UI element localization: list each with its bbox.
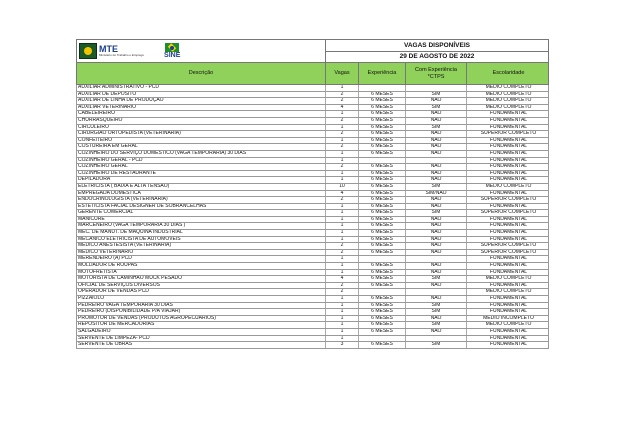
cell-education: FUNDAMENTAL <box>466 336 550 342</box>
sine-logo-text: SINE <box>164 52 181 59</box>
cell-ctps: NÃO <box>405 243 466 249</box>
cell-experience: 6 MESES <box>358 92 405 98</box>
table-row <box>76 158 549 165</box>
table-row <box>76 316 549 323</box>
table-row <box>76 237 549 244</box>
cell-experience: 6 MESES <box>358 342 405 348</box>
cell-vacancies: 1 <box>325 85 358 91</box>
cell-ctps: SIM <box>405 92 466 98</box>
cell-vacancies: 1 <box>325 217 358 223</box>
cell-ctps: NÃO <box>405 263 466 269</box>
cell-education: FUNDAMENTAL <box>466 296 550 302</box>
cell-description: MANICURE <box>78 216 105 222</box>
table-row <box>76 243 549 250</box>
table-row <box>76 138 549 145</box>
cell-experience <box>358 85 405 91</box>
cell-education: FUNDAMENTAL <box>466 111 550 117</box>
cell-education: MÉDIO INCOMPLETO <box>466 316 550 322</box>
cell-description: MERENDEIRO (A) PCD <box>78 256 132 262</box>
cell-vacancies: 1 <box>325 158 358 164</box>
cell-ctps: SIM <box>405 303 466 309</box>
cell-vacancies: 2 <box>325 250 358 256</box>
cell-education: FUNDAMENTAL <box>466 138 550 144</box>
cell-vacancies: 2 <box>325 243 358 249</box>
cell-education: FUNDAMENTAL <box>466 204 550 210</box>
table-row <box>76 329 549 336</box>
cell-vacancies: 1 <box>325 303 358 309</box>
cell-description: SERVENTE DE LIMPEZA- PCD <box>78 335 150 341</box>
cell-experience: 6 MESES <box>358 151 405 157</box>
cell-description: PROMOTOR DE VENDAS (PRODUTOS AGROPECUÁRIOS) <box>78 315 216 321</box>
cell-experience <box>358 336 405 342</box>
table-header <box>76 62 549 85</box>
table-row <box>76 125 549 132</box>
cell-experience <box>358 256 405 262</box>
page-title: VAGAS DISPONÍVEIS <box>326 40 548 52</box>
cell-experience: 6 MESES <box>358 177 405 183</box>
cell-description: DEPILADORA <box>78 177 111 183</box>
table-row <box>76 309 549 316</box>
cell-description: ENDOCRINOLOGISTA (VETERINÁRIA) <box>78 197 168 203</box>
cell-education: MÉDIO COMPLETO <box>466 85 550 91</box>
cell-education: FUNDAMENTAL <box>466 283 550 289</box>
cell-description: PEDREIRO (DISPONIBILIDADE P/A VIAJAR) <box>78 309 181 315</box>
cell-description: AUXILIAR ADMINISTRATIVO - PCD <box>78 85 160 90</box>
cell-vacancies: 1 <box>325 111 358 117</box>
cell-vacancies: 2 <box>325 164 358 170</box>
cell-experience: 6 MESES <box>358 316 405 322</box>
cell-description: MARCENEIRO (VAGA TEMPORÁRIA 30 DIAS ) <box>78 223 186 229</box>
cell-ctps: SIM/NÃO <box>405 191 466 197</box>
cell-ctps: NÃO <box>405 151 466 157</box>
cell-description: EMPREGADA DOMÉSTICA <box>78 190 141 196</box>
cell-experience: 6 MESES <box>358 223 405 229</box>
cell-ctps: NÃO <box>405 118 466 124</box>
sine-logo <box>164 43 180 59</box>
cell-description: COZINHEIRO GERAL <box>78 164 128 170</box>
cell-experience: 6 MESES <box>358 105 405 111</box>
cell-vacancies: 2 <box>325 92 358 98</box>
cell-vacancies: 4 <box>325 105 358 111</box>
table-row <box>76 296 549 303</box>
cell-description: MOTORISTA DE CAMINHÃO MUCK PESADO <box>78 276 182 282</box>
cell-education: MÉDIO COMPLETO <box>466 92 550 98</box>
cell-education: MÉDIO COMPLETO <box>466 105 550 111</box>
table-row <box>76 283 549 290</box>
cell-experience <box>358 289 405 295</box>
cell-vacancies: 2 <box>325 197 358 203</box>
cell-experience: 6 MESES <box>358 171 405 177</box>
cell-ctps: NÃO <box>405 131 466 137</box>
cell-ctps: NÃO <box>405 237 466 243</box>
cell-education: SUPERIOR COMPLETO <box>466 250 550 256</box>
cell-experience: 6 MESES <box>358 230 405 236</box>
cell-description: ESTETICISTA FACIAL DESIGNER DE SOBRANCELHAS <box>78 203 207 209</box>
cell-experience: 6 MESES <box>358 250 405 256</box>
cell-description: MEC. DE MANUT. DE MÁQUINA INDUSTRIAL <box>78 230 183 236</box>
table-row <box>76 184 549 191</box>
cell-vacancies: 1 <box>325 296 358 302</box>
cell-education: FUNDAMENTAL <box>466 177 550 183</box>
cell-ctps: NÃO <box>405 283 466 289</box>
cell-experience: 6 MESES <box>358 184 405 190</box>
cell-description: CIRCULEIRO <box>78 124 109 130</box>
cell-education: MÉDIO COMPLETO <box>466 276 550 282</box>
cell-vacancies: 3 <box>325 342 358 348</box>
cell-description: MOTOFRETISTA <box>78 269 117 275</box>
table-row <box>76 322 549 329</box>
column-header-ctps: Com Experiência *CTPS <box>405 63 466 84</box>
cell-ctps: SIM <box>405 276 466 282</box>
cell-vacancies: 2 <box>325 289 358 295</box>
cell-description: OFICIAL DE SERVIÇOS DIVERSOS <box>78 282 160 288</box>
cell-experience: 6 MESES <box>358 138 405 144</box>
cell-education: MÉDIO COMPLETO <box>466 322 550 328</box>
cell-education: FUNDAMENTAL <box>466 230 550 236</box>
cell-description: MÉDICO ANESTESISTA (VETERINÁRIA) <box>78 243 171 249</box>
cell-experience <box>358 158 405 164</box>
cell-experience: 6 MESES <box>358 204 405 210</box>
cell-education: FUNDAMENTAL <box>466 171 550 177</box>
cell-ctps: NÃO <box>405 204 466 210</box>
cell-education: SUPERIOR COMPLETO <box>466 131 550 137</box>
cell-ctps: SIM <box>405 342 466 348</box>
cell-description: AUXILIAR DE DEPÓSITO <box>78 91 137 97</box>
table-row <box>76 204 549 211</box>
table-row <box>76 85 549 92</box>
cell-ctps: NÃO <box>405 316 466 322</box>
cell-ctps: SIM <box>405 322 466 328</box>
cell-education: FUNDAMENTAL <box>466 309 550 315</box>
table-row <box>76 197 549 204</box>
table-row <box>76 217 549 224</box>
table-row <box>76 92 549 99</box>
cell-vacancies: 2 <box>325 118 358 124</box>
cell-vacancies: 1 <box>325 138 358 144</box>
cell-education: FUNDAMENTAL <box>466 151 550 157</box>
cell-experience: 6 MESES <box>358 111 405 117</box>
cell-ctps: NÃO <box>405 138 466 144</box>
cell-vacancies: 1 <box>325 223 358 229</box>
cell-vacancies: 1 <box>325 256 358 262</box>
cell-experience: 6 MESES <box>358 270 405 276</box>
column-header-education: Escolaridade <box>466 63 550 84</box>
cell-education: FUNDAMENTAL <box>466 237 550 243</box>
cell-experience: 6 MESES <box>358 303 405 309</box>
cell-experience: 6 MESES <box>358 217 405 223</box>
table-row <box>76 223 549 230</box>
cell-vacancies: 1 <box>325 210 358 216</box>
cell-education: FUNDAMENTAL <box>466 217 550 223</box>
cell-vacancies: 1 <box>325 204 358 210</box>
cell-experience: 6 MESES <box>358 237 405 243</box>
cell-vacancies: 2 <box>325 98 358 104</box>
mte-emblem-icon <box>79 43 97 59</box>
cell-experience: 6 MESES <box>358 309 405 315</box>
cell-experience: 6 MESES <box>358 210 405 216</box>
cell-description: GERENTE COMERCIAL <box>78 210 134 216</box>
cell-experience: 6 MESES <box>358 98 405 104</box>
cell-experience: 6 MESES <box>358 131 405 137</box>
cell-vacancies: 2 <box>325 131 358 137</box>
cell-ctps: SIM <box>405 105 466 111</box>
cell-education: FUNDAMENTAL <box>466 144 550 150</box>
table-row <box>76 164 549 171</box>
cell-description: OPERADOR DE VENDAS PCD <box>78 289 149 295</box>
cell-ctps <box>405 256 466 262</box>
cell-experience: 6 MESES <box>358 322 405 328</box>
cell-education: FUNDAMENTAL <box>466 223 550 229</box>
cell-ctps: NÃO <box>405 230 466 236</box>
cell-education: MÉDIO COMPLETO <box>466 98 550 104</box>
column-header-experience: Experiência <box>358 63 405 84</box>
cell-description: CIRURGIÃO ORTOPEDISTA (VETERINÁRIA) <box>78 131 181 137</box>
cell-vacancies: 2 <box>325 283 358 289</box>
cell-ctps: NÃO <box>405 223 466 229</box>
cell-description: COZINHEIRO DO SERVIÇO DOMÉSTICO (VAGA TEMPORÁRIA) 30 DIAS <box>78 150 247 156</box>
table-row <box>76 230 549 237</box>
table-row <box>76 171 549 178</box>
cell-vacancies: 4 <box>325 276 358 282</box>
cell-description: COZINHEIRO DE RESTAURANTE <box>78 170 156 176</box>
cell-vacancies: 1 <box>325 151 358 157</box>
cell-experience: 6 MESES <box>358 164 405 170</box>
cell-experience: 6 MESES <box>358 191 405 197</box>
table-row <box>76 105 549 112</box>
cell-vacancies: 1 <box>325 309 358 315</box>
cell-description: COZINHEIRO GERAL - PCD <box>78 157 143 163</box>
table-body <box>76 85 549 349</box>
table-row <box>76 276 549 283</box>
cell-vacancies: 2 <box>325 144 358 150</box>
cell-description: SALGADEIRO <box>78 328 111 334</box>
table-row <box>76 191 549 198</box>
cell-education: FUNDAMENTAL <box>466 191 550 197</box>
cell-education: FUNDAMENTAL <box>466 329 550 335</box>
cell-vacancies: 1 <box>325 336 358 342</box>
table-row <box>76 151 549 158</box>
mte-logo-text: MTE <box>99 44 118 54</box>
mte-logo-subtitle: Ministério do Trabalho e Emprego <box>99 53 145 57</box>
cell-ctps: SIM <box>405 210 466 216</box>
column-header-vacancies: Vagas <box>325 63 358 84</box>
cell-description: AUXILIAR VETERINÁRIO <box>78 104 137 110</box>
cell-education: SUPERIOR COMPLETO <box>466 243 550 249</box>
cell-vacancies: 1 <box>325 316 358 322</box>
cell-ctps: NÃO <box>405 217 466 223</box>
cell-education: SUPERIOR COMPLETO <box>466 210 550 216</box>
cell-ctps <box>405 336 466 342</box>
cell-education: FUNDAMENTAL <box>466 256 550 262</box>
cell-ctps: SIM <box>405 184 466 190</box>
cell-description: CHURRASQUEIRO <box>78 117 123 123</box>
table-row <box>76 111 549 118</box>
cell-vacancies: 10 <box>325 184 358 190</box>
cell-education: FUNDAMENTAL <box>466 158 550 164</box>
cell-experience: 6 MESES <box>358 276 405 282</box>
table-row <box>76 98 549 105</box>
cell-vacancies: 1 <box>325 270 358 276</box>
cell-education: MÉDIO COMPLETO <box>466 289 550 295</box>
cell-description: MECÂNICO ELETRICISTA DE AUTOMÓVEIS <box>78 236 181 242</box>
logo-area <box>77 40 325 62</box>
table-row <box>76 342 549 349</box>
cell-experience: 6 MESES <box>358 283 405 289</box>
cell-experience: 6 MESES <box>358 144 405 150</box>
mte-logo <box>79 43 144 59</box>
cell-education: MÉDIO COMPLETO <box>466 184 550 190</box>
cell-ctps: NÃO <box>405 111 466 117</box>
page-date: 29 DE AGOSTO DE 2022 <box>399 53 475 61</box>
table-row <box>76 210 549 217</box>
cell-vacancies: 1 <box>325 171 358 177</box>
cell-ctps: SIM <box>405 125 466 131</box>
cell-description: MÉDICO VETERINÁRIO <box>78 249 134 255</box>
cell-ctps: NÃO <box>405 296 466 302</box>
cell-description: REPOSITOR DE MERCADORIAS <box>78 322 155 328</box>
cell-experience: 6 MESES <box>358 125 405 131</box>
cell-experience: 6 MESES <box>358 243 405 249</box>
cell-description: AUXILIAR DE LINHA DE PRODUÇÃO <box>78 98 164 104</box>
table-row <box>76 118 549 125</box>
brazil-flag-icon <box>165 43 179 52</box>
cell-ctps: NÃO <box>405 197 466 203</box>
table-row <box>76 144 549 151</box>
cell-description: CONFEITEIRO <box>78 137 113 143</box>
cell-ctps: NÃO <box>405 329 466 335</box>
cell-description: PEDREIRO VAGA TEMPORÁRIA 30 DIAS <box>78 302 173 308</box>
cell-ctps: NÃO <box>405 177 466 183</box>
table-row <box>76 256 549 263</box>
cell-education: FUNDAMENTAL <box>466 263 550 269</box>
cell-education: SUPERIOR COMPLETO <box>466 197 550 203</box>
cell-ctps: SIM <box>405 309 466 315</box>
title-block <box>325 40 548 62</box>
table-row <box>76 131 549 138</box>
cell-vacancies: 1 <box>325 230 358 236</box>
cell-description: ELETRICISTA ( BAIXA E ALTA TENSÃO) <box>78 183 170 189</box>
table-row <box>76 336 549 343</box>
cell-experience: 6 MESES <box>358 118 405 124</box>
cell-vacancies: 1 <box>325 237 358 243</box>
cell-ctps <box>405 289 466 295</box>
cell-experience: 6 MESES <box>358 197 405 203</box>
table-row <box>76 303 549 310</box>
cell-experience: 6 MESES <box>358 296 405 302</box>
cell-education: FUNDAMENTAL <box>466 303 550 309</box>
cell-vacancies: 4 <box>325 191 358 197</box>
cell-vacancies: 1 <box>325 263 358 269</box>
cell-vacancies: 1 <box>325 177 358 183</box>
cell-ctps: NÃO <box>405 171 466 177</box>
cell-description: SERVENTE DE OBRAS <box>78 342 133 348</box>
cell-ctps <box>405 158 466 164</box>
cell-experience: 6 MESES <box>358 263 405 269</box>
table-row <box>76 270 549 277</box>
table-row <box>76 263 549 270</box>
cell-vacancies: 1 <box>325 125 358 131</box>
cell-vacancies: 1 <box>325 329 358 335</box>
column-header-description: Descrição <box>188 70 214 77</box>
cell-ctps <box>405 85 466 91</box>
cell-ctps: NÃO <box>405 98 466 104</box>
table-row <box>76 177 549 184</box>
cell-experience: 6 MESES <box>358 329 405 335</box>
cell-description: COSTUREIRA EM GERAL <box>78 144 138 150</box>
cell-education: FUNDAMENTAL <box>466 118 550 124</box>
cell-education: FUNDAMENTAL <box>466 164 550 170</box>
table-row <box>76 289 549 296</box>
sheet-header <box>76 39 549 62</box>
cell-description: MOLDADOR DE ROUPAS <box>78 263 138 269</box>
table-row <box>76 250 549 257</box>
cell-ctps: NÃO <box>405 164 466 170</box>
cell-ctps: NÃO <box>405 144 466 150</box>
cell-ctps: NÃO <box>405 270 466 276</box>
cell-ctps: NÃO <box>405 250 466 256</box>
cell-education: FUNDAMENTAL <box>466 270 550 276</box>
cell-description: CABELEIREIRO <box>78 111 115 117</box>
job-vacancy-sheet <box>76 39 549 349</box>
cell-education: FUNDAMENTAL <box>466 125 550 131</box>
cell-vacancies: 1 <box>325 322 358 328</box>
cell-education: FUNDAMENTAL <box>466 342 550 348</box>
cell-description: PIZZAIOLO <box>78 296 105 301</box>
